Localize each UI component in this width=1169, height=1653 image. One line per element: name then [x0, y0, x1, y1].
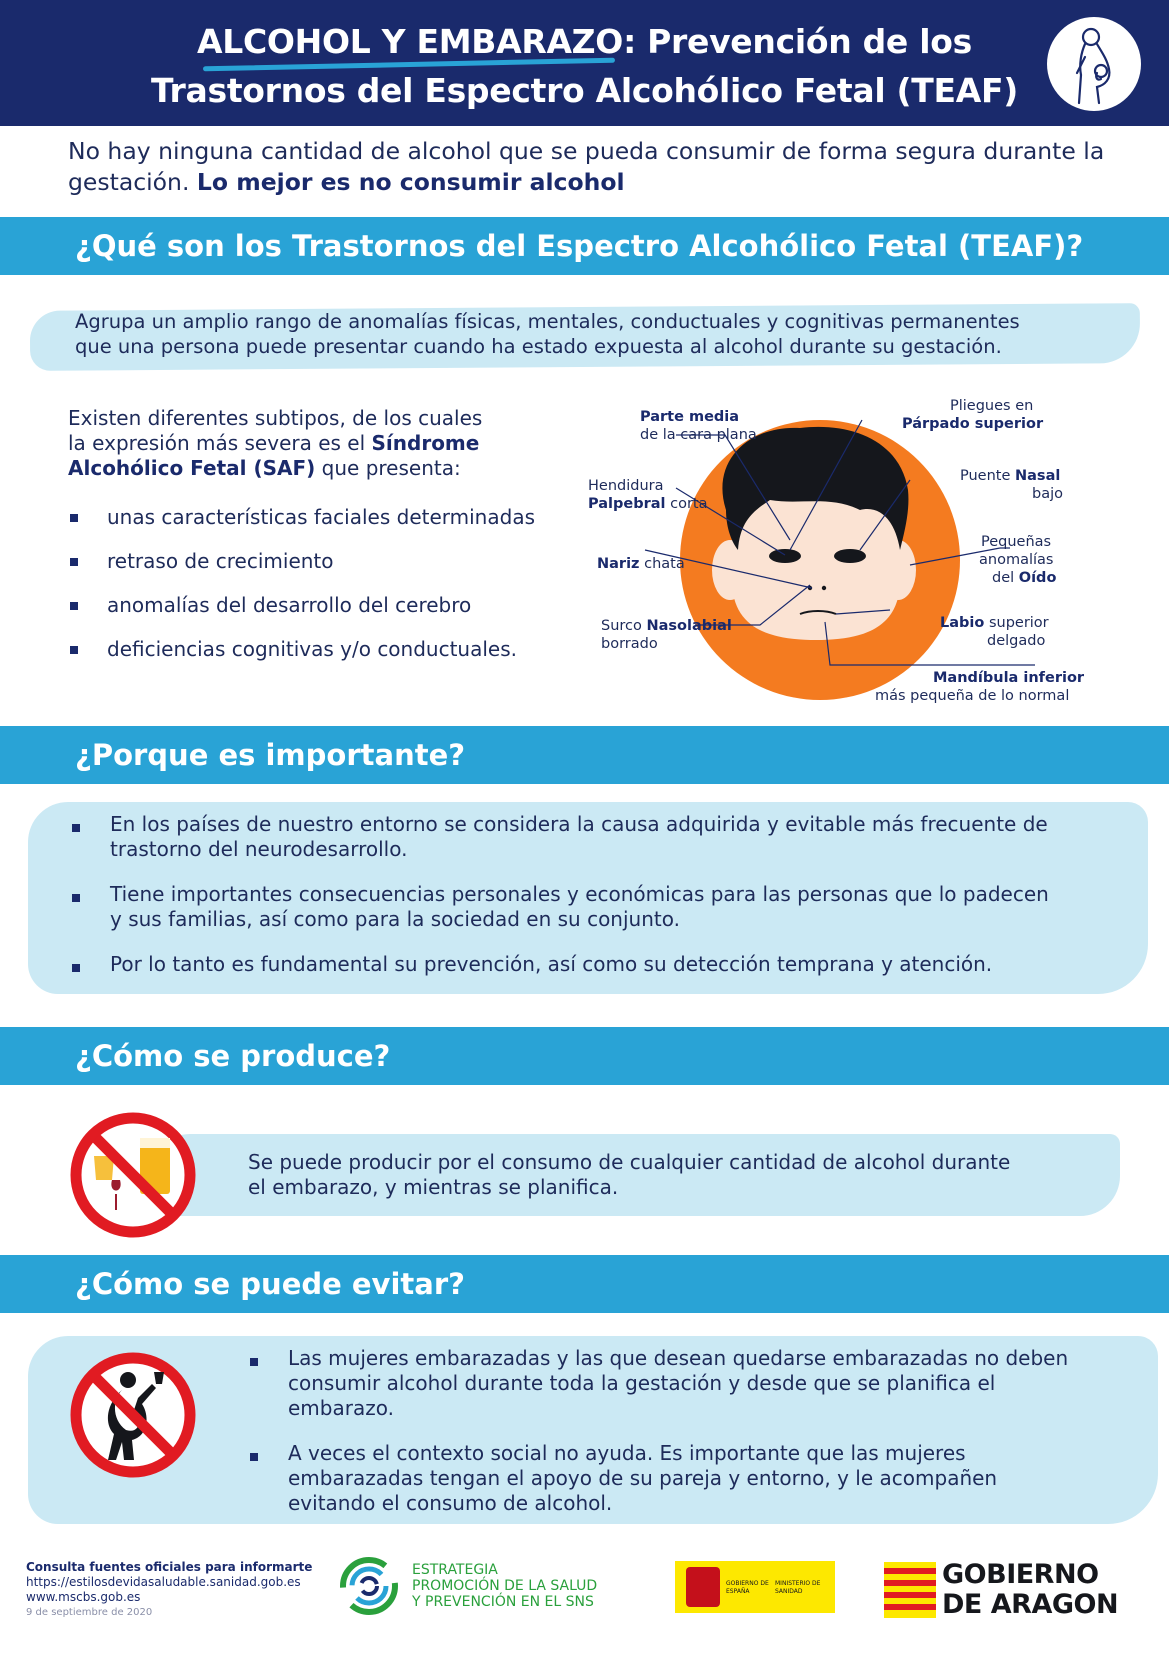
bullet-marker — [70, 646, 78, 654]
bullet-marker — [70, 558, 78, 566]
subtypes-line1: Existen diferentes subtipos, de los cuales — [68, 406, 483, 430]
bullet-marker — [70, 514, 78, 522]
estrategia-line2: PROMOCIÓN DE LA SALUD — [412, 1578, 598, 1594]
list-item: A veces el contexto social no ayuda. Es importante que las mujeres — [288, 1441, 966, 1465]
label-labio: Labio superior — [940, 615, 1049, 631]
label-surco-sub: borrado — [601, 636, 658, 652]
label-oido-1: Pequeñas — [981, 534, 1052, 550]
label-hendidura: Hendidura — [588, 478, 664, 494]
label-parpado: Párpado superior — [902, 416, 1044, 432]
list-item-cont: embarazo. — [288, 1396, 394, 1420]
section-title-produce: ¿Cómo se produce? — [75, 1039, 391, 1073]
estrategia-line3: Y PREVENCIÓN EN EL SNS — [412, 1594, 594, 1610]
label-pliegues: Pliegues en — [950, 398, 1034, 414]
footer-consult: Consulta fuentes oficiales para informarte — [26, 1560, 313, 1574]
definition-line1: Agrupa un amplio rango de anomalías físicas, mentales, conductuales y cognitivas permanentes — [75, 310, 1020, 333]
list-item: retraso de crecimiento — [107, 549, 334, 573]
list-item: deficiencias cognitivas y/o conductuales. — [107, 637, 517, 661]
no-alcohol-icon — [68, 1110, 198, 1240]
label-oido-3: del Oído — [992, 570, 1057, 586]
label-mandibula-sub: más pequeña de lo normal — [875, 688, 1070, 704]
produce-text-line2: el embarazo, y mientras se planifica. — [248, 1175, 619, 1199]
bullet-marker — [72, 964, 80, 972]
label-oido-2: anomalías — [979, 552, 1054, 568]
bullet-marker — [70, 602, 78, 610]
definition-line2: que una persona puede presentar cuando ha estado expuesta al alcohol durante su gestación. — [75, 335, 1002, 358]
gobierno-aragon-line2: DE ARAGON — [942, 1589, 1119, 1620]
label-labio-sub: delgado — [987, 633, 1046, 649]
footer-date: 9 de septiembre de 2020 — [26, 1607, 153, 1618]
section-title-importante: ¿Porque es importante? — [75, 738, 466, 772]
gobierno-espana-text: GOBIERNO DE ESPAÑA — [726, 1580, 769, 1595]
estrategia-line1: ESTRATEGIA — [412, 1562, 498, 1578]
bullet-marker — [250, 1358, 258, 1366]
footer-link-estilos[interactable]: https://estilosdevidasaludable.sanidad.gob.es — [26, 1575, 301, 1589]
list-item-cont: evitando el consumo de alcohol. — [288, 1491, 613, 1515]
label-parte-media: Parte media — [640, 409, 740, 425]
list-item: Las mujeres embarazadas y las que desean quedarse embarazadas no deben — [288, 1346, 1069, 1370]
ministerio-text: MINISTERIO DE SANIDAD — [775, 1580, 821, 1595]
subtypes-line2: la expresión más severa es el Síndrome — [68, 431, 480, 455]
list-item-cont: embarazadas tengan el apoyo de su pareja y entorno, y le acompañen — [288, 1466, 998, 1490]
spain-coat-of-arms — [686, 1567, 720, 1607]
produce-text-line1: Se puede producir por el consumo de cualquier cantidad de alcohol durante — [248, 1150, 1011, 1174]
label-puente-sub: bajo — [1032, 486, 1063, 502]
pregnant-woman-icon — [1047, 17, 1141, 111]
aragon-flag-icon — [884, 1562, 936, 1618]
gobierno-aragon-line1: GOBIERNO — [942, 1559, 1099, 1590]
list-item: Tiene importantes consecuencias personales y económicas para las personas que lo padecen — [110, 882, 1049, 906]
bullet-marker — [250, 1453, 258, 1461]
intro-emphasis: Lo mejor es no consumir alcohol — [196, 168, 625, 196]
list-item: En los países de nuestro entorno se considera la causa adquirida y evitable más frecuente de — [110, 812, 1048, 836]
estrategia-logo — [338, 1555, 400, 1617]
list-item-cont: consumir alcohol durante toda la gestación y desde que se planifica el — [288, 1371, 996, 1395]
no-drinking-pregnant-icon — [68, 1350, 198, 1480]
label-mandibula: Mandíbula inferior — [933, 670, 1085, 686]
page-title-line1: ALCOHOL Y EMBARAZO: Prevención de los — [197, 22, 972, 61]
page-title-line2: Trastornos del Espectro Alcohólico Fetal (TEAF) — [150, 71, 1019, 110]
bullet-marker — [72, 824, 80, 832]
bullet-marker — [72, 894, 80, 902]
list-item: anomalías del desarrollo del cerebro — [107, 593, 472, 617]
section-title-evitar: ¿Cómo se puede evitar? — [75, 1267, 465, 1301]
label-puente: Puente Nasal — [960, 468, 1061, 484]
label-palpebral: Palpebral corta — [588, 496, 708, 512]
footer-link-mscbs[interactable]: www.mscbs.gob.es — [26, 1590, 141, 1604]
subtypes-line3: Alcohólico Fetal (SAF) que presenta: — [68, 456, 461, 480]
list-item-cont: trastorno del neurodesarrollo. — [110, 837, 408, 861]
intro-statement: No hay ninguna cantidad de alcohol que se pueda consumir de forma segura durante la gestación. Lo mejor es no consumir alcohol — [68, 137, 1105, 196]
list-item: unas características faciales determinadas — [107, 505, 535, 529]
section-title-teaf: ¿Qué son los Trastornos del Espectro Alcohólico Fetal (TEAF)? — [75, 229, 1084, 263]
list-item-cont: y sus familias, así como para la sociedad en su conjunto. — [110, 907, 680, 931]
label-surco: Surco Nasolabial — [601, 618, 732, 634]
list-item: Por lo tanto es fundamental su prevención, así como su detección temprana y atención. — [110, 952, 993, 976]
label-nariz: Nariz chata — [597, 556, 685, 572]
label-parte-media-sub: de la cara plana — [640, 427, 757, 443]
